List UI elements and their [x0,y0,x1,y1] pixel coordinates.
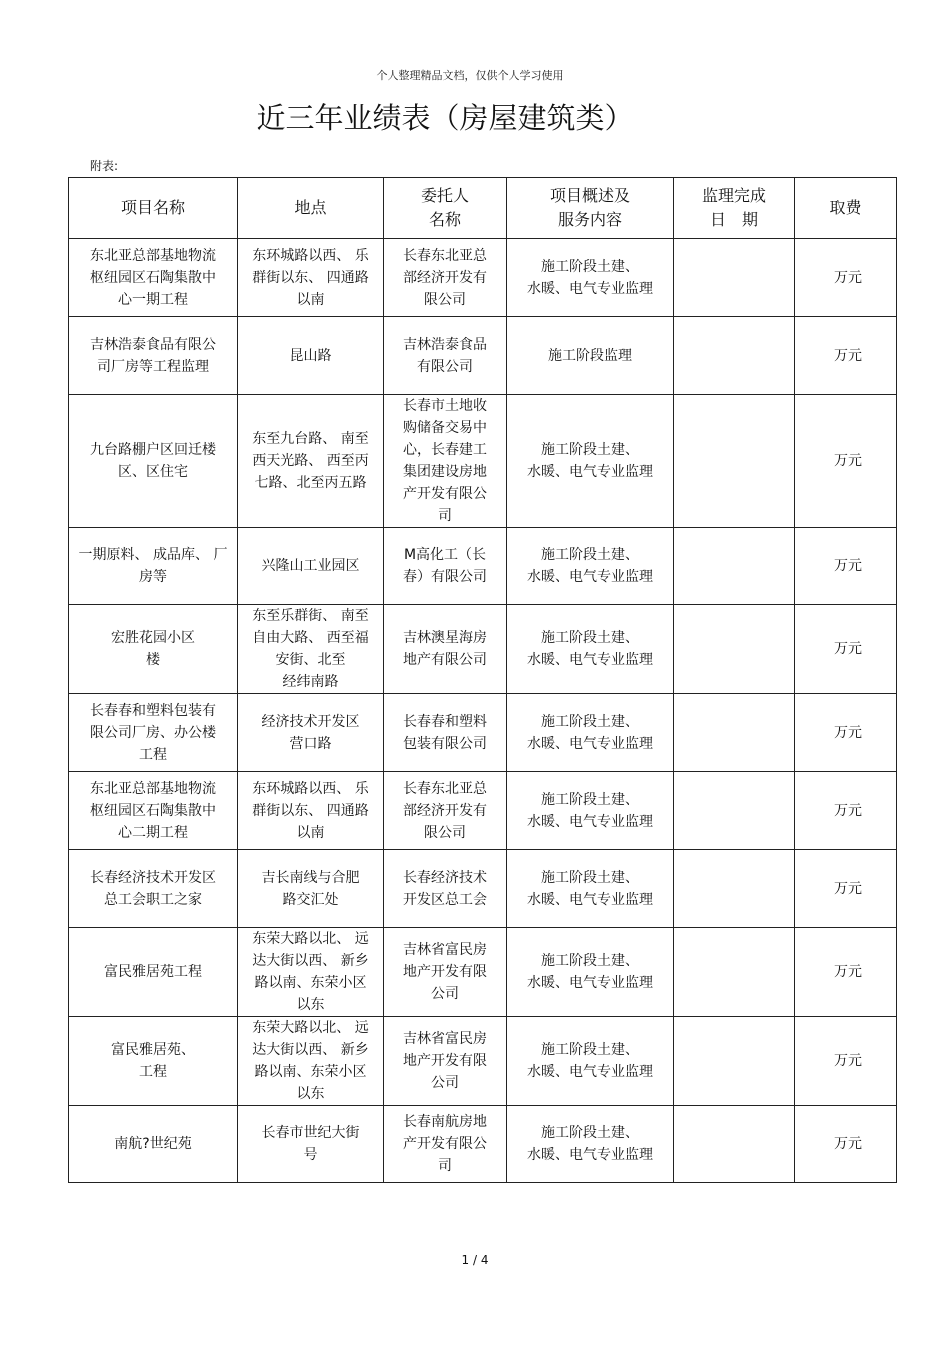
header-service [507,178,674,239]
client-cell [384,694,507,772]
location-cell-line: 以东 [296,997,325,1013]
client-cell-line: 公司 [431,1075,459,1091]
service-cell-line: 水暖、电气专业监理 [527,464,653,480]
location-cell-line: 东荣大路以北、 远 [252,1020,369,1036]
project-name-cell-line: 富民雅居苑、 [111,1042,195,1058]
completion-date-cell [674,395,795,528]
location-cell-line: 达大街以西、 新乡 [252,1042,369,1058]
completion-date-cell [674,850,795,928]
service-cell-line: 施工阶段土建、 [541,869,639,886]
location-cell-line: 以南 [296,291,325,308]
client-cell-line: 部经济开发有 [403,802,487,819]
completion-date-cell [674,694,795,772]
client-cell-line: 长春经济技术 [403,869,487,886]
fee-cell [795,694,897,772]
project-name-cell-line: 司厂房等工程监理 [97,358,209,375]
table-row [69,317,897,395]
location-cell-line: 东荣大路以北、 远 [252,931,369,947]
project-name-cell [69,239,238,317]
location-cell-line: 营口路 [289,735,332,752]
table-row [69,1017,897,1106]
client-cell [384,239,507,317]
table-row [69,1106,897,1183]
fee-cell [795,528,897,605]
fee-cell [795,1017,897,1106]
client-cell-line: 吉林澳星海房 [403,630,487,646]
location-cell-line: 东环城路以西、 乐 [252,247,369,264]
completion-date-cell [674,1017,795,1106]
location-cell [238,694,384,772]
location-cell [238,928,384,1017]
service-cell [507,928,674,1017]
completion-date-cell [674,605,795,694]
header-location [238,178,384,239]
completion-date-cell [674,528,795,605]
client-cell-line: 购储备交易中 [403,420,487,436]
location-cell [238,850,384,928]
location-cell-line: 达大街以西、 新乡 [252,953,369,969]
client-cell-line: 春）有限公司 [403,569,487,585]
fee-cell [795,850,897,928]
location-cell-line: 东环城路以西、 乐 [252,780,369,797]
completion-date-cell [674,239,795,317]
service-cell-line: 水暖、电气专业监理 [527,891,653,908]
project-name-cell-line: 长春经济技术开发区 [90,869,216,886]
fee-cell-line: 万元 [834,1053,862,1069]
service-cell-line: 水暖、电气专业监理 [527,735,653,752]
fee-cell-line: 万元 [834,1136,862,1152]
service-cell [507,1017,674,1106]
client-cell-line: 集团建设房地 [403,464,487,480]
fee-cell [795,772,897,850]
project-name-cell [69,605,238,694]
project-name-cell-line: 长春春和塑料包装有 [90,702,216,719]
table-row [69,772,897,850]
project-name-cell-line: 东北亚总部基地物流 [90,780,216,797]
client-cell-line: 有限公司 [417,358,473,375]
service-cell-line: 施工阶段土建、 [541,630,639,646]
header-note: 个人整理精品文档，仅供个人学习使用 [376,69,564,82]
client-cell-line: 长春市土地收 [403,398,487,414]
location-cell-line: 经纬南路 [282,674,339,690]
location-cell-line: 经济技术开发区 [261,713,360,730]
project-name-cell-line: 区、区住宅 [118,464,188,480]
client-cell-line: 吉林浩泰食品 [403,336,487,353]
client-cell-line: 长春东北亚总 [403,780,487,797]
header-completion-date-line: 日 期 [709,210,758,229]
table-row [69,605,897,694]
header-location-line: 地点 [294,198,327,217]
fee-cell-line: 万元 [834,269,862,286]
project-name-cell [69,395,238,528]
project-name-cell [69,528,238,605]
client-cell [384,850,507,928]
location-cell-line: 东至九台路、 南至 [252,431,369,447]
location-cell [238,317,384,395]
client-cell-line: 司 [438,1158,452,1174]
client-cell-line: 心，长春建工 [403,442,487,458]
location-cell-line: 安街、北至 [275,652,346,668]
fee-cell-line: 万元 [834,641,862,657]
service-cell-line: 水暖、电气专业监理 [527,652,653,668]
fee-cell-line: 万元 [834,453,862,469]
header-client-line: 名称 [428,210,461,229]
fee-cell [795,239,897,317]
service-cell-line: 水暖、电气专业监理 [527,280,653,297]
fee-cell-line: 万元 [834,347,862,364]
client-cell-line: 长春南航房地 [403,1114,487,1130]
project-name-cell-line: 富民雅居苑工程 [104,964,202,980]
location-cell [238,605,384,694]
project-name-cell [69,850,238,928]
location-cell-line: 群街以东、 四通路 [252,269,369,286]
project-name-cell-line: 九台路棚户区回迁楼 [90,442,216,458]
service-cell-line: 水暖、电气专业监理 [527,1147,653,1163]
project-name-cell-line: 心二期工程 [118,824,188,841]
location-cell-line: 长春市世纪大街 [261,1125,360,1141]
table-row [69,395,897,528]
service-cell [507,317,674,395]
client-cell-line: 开发区总工会 [403,891,487,908]
project-name-cell-line: 宏胜花园小区 [111,630,195,646]
service-cell-line: 施工阶段土建、 [541,1042,639,1058]
service-cell [507,239,674,317]
fee-cell-line: 万元 [834,964,862,980]
fee-cell-line: 万元 [834,558,862,574]
client-cell-line: 限公司 [424,824,466,841]
table-row [69,528,897,605]
location-cell-line: 七路、北至丙五路 [254,475,367,491]
project-name-cell-line: 房等 [139,569,167,585]
service-cell-line: 水暖、电气专业监理 [527,1064,653,1080]
table-row [69,850,897,928]
service-cell-line: 施工阶段土建、 [541,547,639,563]
table-row [69,694,897,772]
service-cell [507,772,674,850]
completion-date-cell [674,928,795,1017]
client-cell [384,605,507,694]
header-completion-date-line: 监理完成 [701,186,766,205]
client-cell-line: 部经济开发有 [403,269,487,286]
client-cell-line: 长春春和塑料 [403,713,487,730]
table-row [69,239,897,317]
fee-cell-line: 万元 [834,802,862,819]
client-cell-line: 吉林省富民房 [403,942,487,958]
fee-cell [795,605,897,694]
header-fee-line: 取费 [829,198,862,217]
location-cell-line: 吉长南线与合肥 [261,869,360,886]
project-name-cell [69,928,238,1017]
fee-cell-line: 万元 [834,880,862,897]
service-cell-line: 水暖、电气专业监理 [527,569,653,585]
document-title: 近三年业绩表（房屋建筑类） [256,101,634,135]
location-cell [238,772,384,850]
project-name-cell-line: 工程 [139,1064,167,1080]
header-fee [795,178,897,239]
client-cell-line: 吉林省富民房 [403,1031,487,1047]
fee-cell [795,317,897,395]
project-name-cell-line: 枢纽园区石陶集散中 [90,269,216,286]
fee-cell [795,928,897,1017]
client-cell-line: 包装有限公司 [403,735,487,752]
service-cell-line: 施工阶段土建、 [541,953,639,969]
location-cell-line: 东至乐群街、 南至 [252,608,369,624]
client-cell [384,1106,507,1183]
completion-date-cell [674,317,795,395]
header-completion-date [674,178,795,239]
location-cell-line: 路以南、东荣小区 [254,1064,367,1080]
client-cell [384,772,507,850]
appendix-label: 附表: [90,159,119,173]
project-name-cell [69,317,238,395]
client-cell [384,928,507,1017]
client-cell-line: 地产开发有限 [403,964,487,980]
client-cell-line: 司 [438,508,452,524]
fee-cell [795,1106,897,1183]
service-cell-line: 施工阶段土建、 [541,713,639,730]
header-client-line: 委托人 [420,186,469,205]
table-row [69,928,897,1017]
service-cell [507,395,674,528]
fee-cell [795,395,897,528]
location-cell [238,1017,384,1106]
location-cell-line: 以东 [296,1086,325,1102]
project-name-cell-line: 限公司厂房、办公楼 [90,724,216,741]
location-cell [238,395,384,528]
service-cell-line: 施工阶段土建、 [541,442,639,458]
table-header-row [69,178,897,239]
client-cell-line: 产开发有限公 [403,1136,487,1152]
project-name-cell-line: 总工会职工之家 [104,891,202,908]
table-body [69,239,897,1183]
page-indicator: 1 / 4 [461,1253,489,1267]
client-cell [384,317,507,395]
service-cell [507,1106,674,1183]
location-cell-line: 西天光路、 西至丙 [252,453,369,469]
service-cell-line: 施工阶段土建、 [541,791,639,808]
header-service-line: 项目概述及 [549,186,630,205]
location-cell [238,239,384,317]
header-client [384,178,507,239]
client-cell-line: 限公司 [424,291,466,308]
service-cell-line: 施工阶段土建、 [541,258,639,275]
project-name-cell [69,1106,238,1183]
project-name-cell-line: 吉林浩泰食品有限公 [90,336,216,353]
project-name-cell-line: 枢纽园区石陶集散中 [90,802,216,819]
completion-date-cell [674,772,795,850]
service-cell [507,850,674,928]
project-name-cell-line: 南航?世纪苑 [114,1136,192,1152]
location-cell [238,1106,384,1183]
client-cell [384,1017,507,1106]
client-cell [384,395,507,528]
location-cell-line: 兴隆山工业园区 [261,558,360,574]
project-name-cell-line: 东北亚总部基地物流 [90,247,216,264]
header-project-name-line: 项目名称 [120,198,185,217]
client-cell-line: 长春东北亚总 [403,247,487,264]
location-cell-line: 自由大路、 西至福 [252,630,369,646]
client-cell-line: M高化工（长 [403,547,487,563]
location-cell-line: 号 [303,1147,318,1163]
project-name-cell-line: 工程 [139,746,167,763]
location-cell-line: 路以南、东荣小区 [254,975,367,991]
client-cell-line: 产开发有限公 [403,486,487,502]
service-cell [507,528,674,605]
project-name-cell [69,1017,238,1106]
service-cell [507,605,674,694]
service-cell-line: 施工阶段土建、 [541,1125,639,1141]
service-cell [507,694,674,772]
completion-date-cell [674,1106,795,1183]
project-name-cell [69,694,238,772]
project-name-cell-line: 心一期工程 [118,291,188,308]
service-cell-line: 水暖、电气专业监理 [527,975,653,991]
project-name-cell-line: 一期原料、 成品库、 厂 [78,547,228,563]
performance-table [68,177,897,1183]
service-cell-line: 施工阶段监理 [548,347,632,364]
location-cell-line: 路交汇处 [282,891,339,908]
project-name-cell [69,772,238,850]
client-cell-line: 公司 [431,986,459,1002]
location-cell [238,528,384,605]
client-cell-line: 地产开发有限 [403,1053,487,1069]
project-name-cell-line: 楼 [146,652,160,668]
header-service-line: 服务内容 [557,210,622,229]
location-cell-line: 以南 [296,824,325,841]
fee-cell-line: 万元 [834,724,862,741]
client-cell-line: 地产有限公司 [403,652,487,668]
location-cell-line: 群街以东、 四通路 [252,802,369,819]
location-cell-line: 昆山路 [289,347,332,364]
header-project-name [69,178,238,239]
service-cell-line: 水暖、电气专业监理 [527,813,653,830]
client-cell [384,528,507,605]
